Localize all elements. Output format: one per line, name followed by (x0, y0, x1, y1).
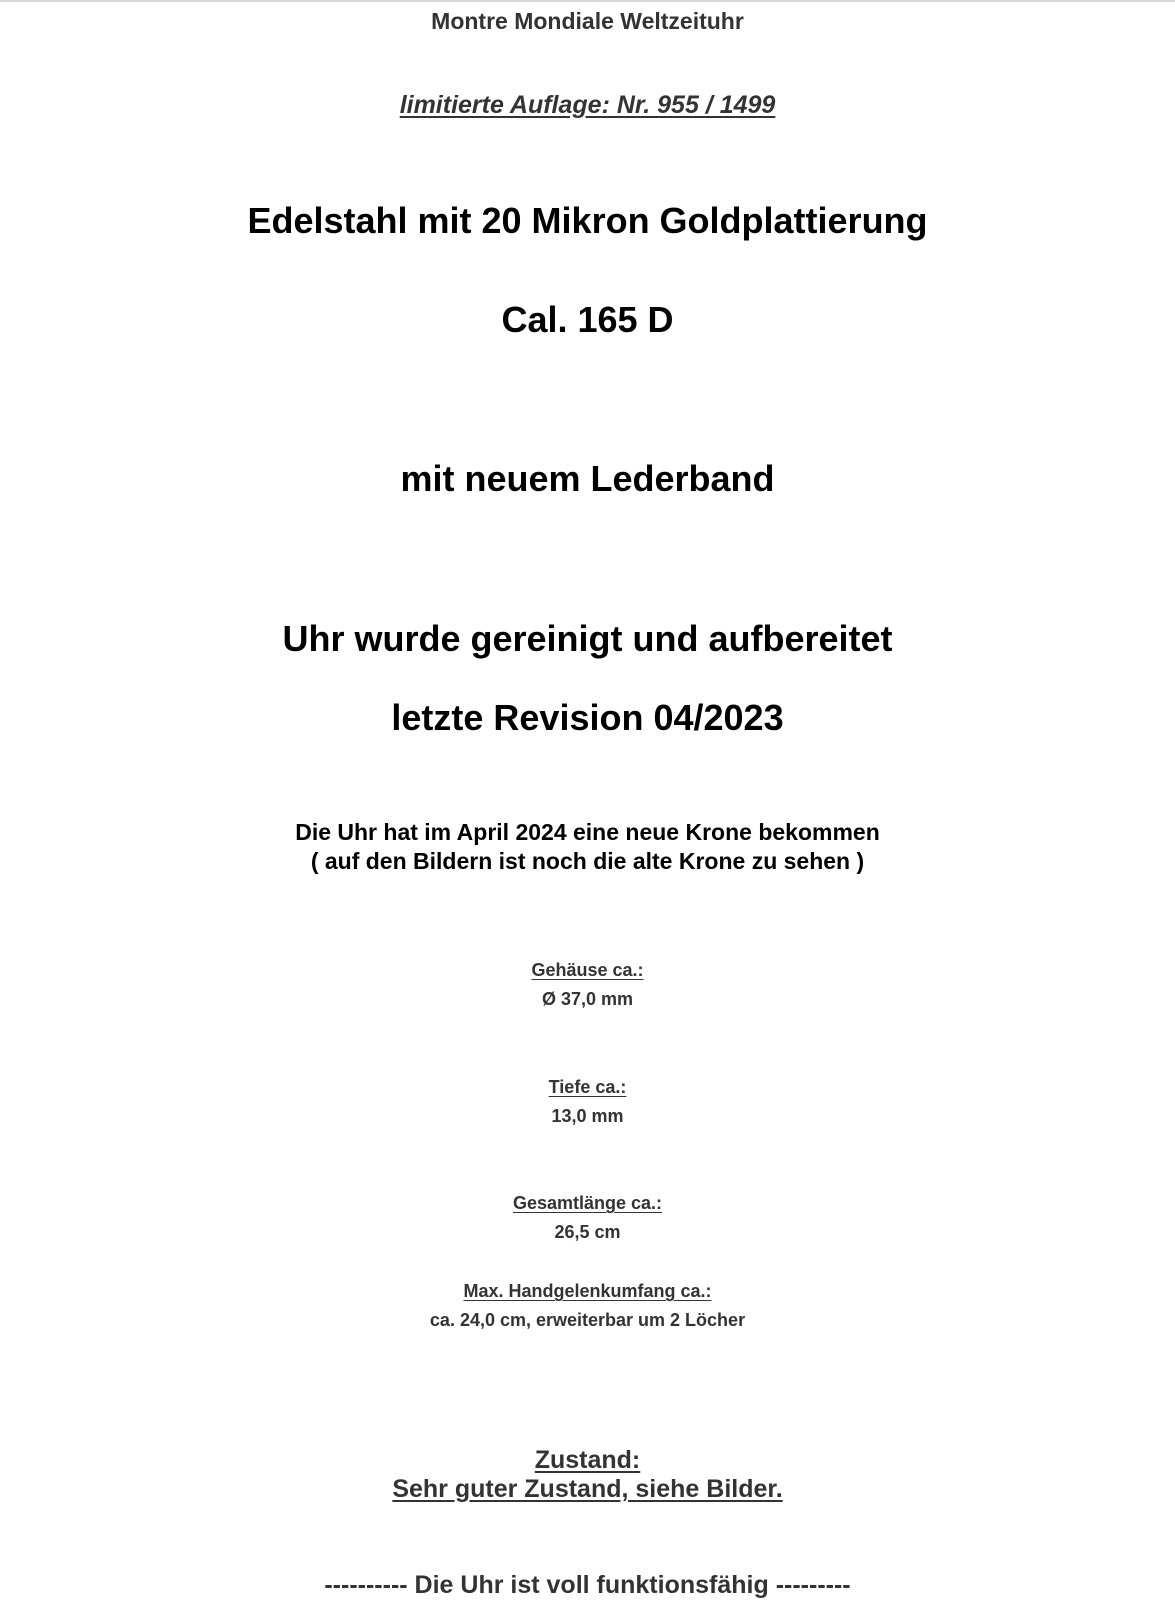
functionality-footer: ---------- Die Uhr ist voll funktionsfähig --------- (324, 1571, 851, 1599)
total-length-value: 26,5 cm (554, 1222, 621, 1242)
service-heading: Uhr wurde gereinigt und aufbereitet (282, 618, 893, 659)
strap-heading: mit neuem Lederband (400, 458, 775, 499)
wrist-size-value: ca. 24,0 cm, erweiterbar um 2 Löcher (429, 1310, 746, 1330)
material-heading: Edelstahl mit 20 Mikron Goldplattierung (247, 200, 928, 241)
page-title: Montre Mondiale Weltzeituhr (431, 8, 744, 34)
crown-note-line-2: ( auf den Bildern ist noch die alte Krone zu sehen ) (310, 848, 865, 874)
depth-label: Tiefe ca.: (548, 1077, 627, 1097)
depth-value: 13,0 mm (551, 1106, 624, 1126)
crown-note-line-1: Die Uhr hat im April 2024 eine neue Krone bekommen (295, 819, 880, 845)
top-border (0, 0, 1175, 2)
wrist-size-label: Max. Handgelenkumfang ca.: (463, 1281, 712, 1301)
limited-edition-note: limitierte Auflage: Nr. 955 / 1499 (399, 91, 776, 119)
caliber-heading: Cal. 165 D (501, 299, 674, 340)
revision-heading: letzte Revision 04/2023 (391, 697, 784, 738)
case-size-label: Gehäuse ca.: (531, 960, 644, 980)
total-length-label: Gesamtlänge ca.: (512, 1193, 663, 1213)
condition-value: Sehr guter Zustand, siehe Bilder. (392, 1475, 783, 1503)
case-size-value: Ø 37,0 mm (541, 989, 634, 1009)
condition-label: Zustand: (534, 1446, 641, 1474)
